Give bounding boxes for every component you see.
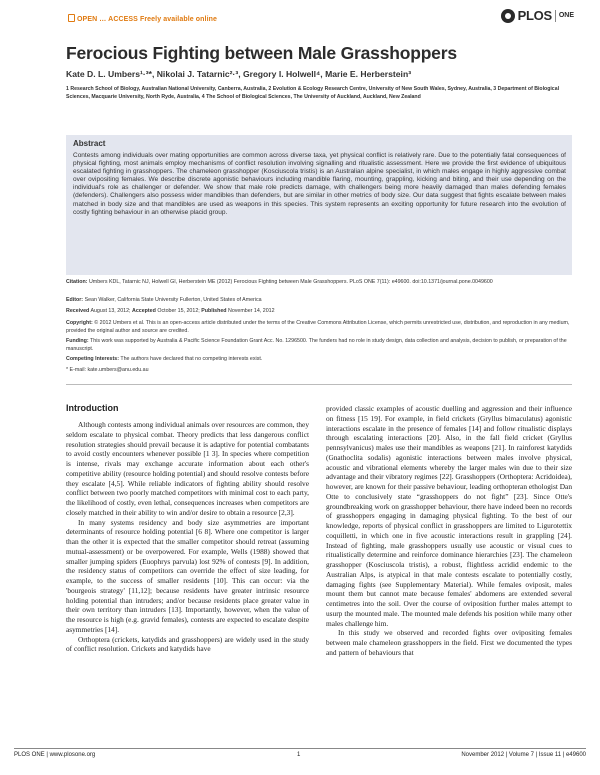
published-label: Published <box>201 308 227 314</box>
editor-block <box>66 297 572 305</box>
body-column-right <box>326 404 572 658</box>
plos-one-logo <box>501 8 574 23</box>
accepted-date: October 15, 2012; <box>157 308 200 314</box>
article-affiliations: 1 Research School of Biology, Australian National University, Canberra, Australia, 2 Evolution & Ecology Research Centre, University of New South Wales, Sydney, Australia, 3 Department of Biological Sciences, Macquarie University, North Ryde, Australia, 4 The School of Biological Sciences, The University of Auckland, Auckland, New Zealand <box>66 86 560 101</box>
competing-interests-text: The authors have declared that no competing interests exist. <box>120 356 263 362</box>
article-title: Ferocious Fighting between Male Grasshoppers <box>66 43 457 63</box>
body-paragraph: Orthoptera (crickets, katydids and grasshoppers) are widely used in the study of conflict resolution. Crickets and katydids have <box>66 634 309 654</box>
received-label: Received <box>66 308 90 314</box>
citation-block <box>66 279 572 287</box>
introduction-heading: Introduction <box>66 403 119 413</box>
citation-label: Citation: <box>66 279 88 285</box>
open-access-lock-icon <box>68 14 75 22</box>
footer-page-number: 1 <box>297 752 301 758</box>
copyright-text: © 2012 Umbers et al. This is an open-access article distributed under the terms of the Creative Commons Attribution License, which permits unrestricted use, distribution, and reproduction in any medium, provided the original author and source are credited. <box>66 320 570 334</box>
journal-header <box>14 8 586 28</box>
email-block <box>66 367 572 375</box>
open-access-label: OPEN … ACCESS Freely available online <box>77 16 217 23</box>
plos-logo-word: PLOS <box>517 8 552 23</box>
editor-text: Sean Walker, California State University Fullerton, United States of America <box>84 297 262 303</box>
meta-divider <box>66 384 572 385</box>
footer-divider <box>14 748 586 749</box>
body-paragraph: provided classic examples of acoustic duelling and aggression and their influence on fitness [15 19]. For example, in field crickets (Gryllus bimaculatus) agonistic interactions escalate in the presence of females [14] and follow ritualistic displays through escalating interactions [20]. Also, in the fall field cricket (Gryllus pennsylvanicus) males use their mandibles as weapons [21]. In rainforest katydids (Gnathoclita sodalis) agonistic interactions between males involve physical, acoustic and vibrational elements whereby the larger males win due to their size advantage and their vibratory regimes [22]. Grasshoppers (Orthoptera: Acridoidea), however, are known for their passive behaviour, leading orthopteran ethologist Dan Otte to conclusively state “grasshoppers do not fight” [23]. Since Otte's groundbreaking work on grasshopper behaviour, there have indeed been no records of grasshoppers engaging in damaging physical fighting. To the best of our knowledge, reports of physical conflict in grasshoppers are limited to Ligurotettix coquilletti, in which one in five acoustic interactions result in grappling [24]. Instead of fighting, male grasshoppers usually use acoustic or visual cues to ritualistically determine and reinforce dominance hierarchies [23]. The chameleon grasshopper (Kosciuscola tristis), a robust, flightless acridid endemic to the Australian Alps, is atypical in that male contests escalate to potentially costly, damaging fights (see Supplementary Material). While females oviposit, males mount them but cannot mate because females' abdomens are extended several centimetres into the soil. Over the course of oviposition further males attempt to usurp the mounted male. The mounted male defends his position while many other males challenge him. <box>326 404 572 628</box>
competing-interests-label: Competing Interests: <box>66 356 119 362</box>
footer-issue: November 2012 | Volume 7 | Issue 11 | e49600 <box>461 752 586 758</box>
body-paragraph: Although contests among individual animals over resources are common, they seldom escalate to physical combat. Theory predicts that less dangerous conflict resolution strategies should prevail because it is adaptive for potential combatants to avoid costly encounters whenever possible [1 3]. In species where competition is intense, rivals may exchange accurate information about each other's competitive ability (resource holding potential) and should resolve contests before they escalate [4,5]. While reliable indicators of fighting ability should resolve conflict between two poorly matched competitors with minimal cost to each party, the likelihood of costly, even lethal, consequences increases when competitors are closely matched in their ability to win and/or desire to obtain a resource [2,3]. <box>66 420 309 517</box>
body-column-left <box>66 420 309 654</box>
editor-label: Editor: <box>66 297 84 303</box>
logo-divider <box>555 10 556 22</box>
abstract-box <box>66 135 572 275</box>
copyright-block <box>66 320 572 335</box>
body-paragraph: In this study we observed and recorded fights over ovipositing females between male chameleon grasshoppers in the field. First we documented the types and pattern of behaviours that <box>326 628 572 657</box>
article-authors: Kate D. L. Umbers¹·³*, Nikolai J. Tatarnic²·³, Gregory I. Holwell⁴, Marie E. Herberstein³ <box>66 69 412 79</box>
corresponding-email-link[interactable]: * E-mail: kate.umbers@anu.edu.au <box>66 367 149 373</box>
body-paragraph: In many systems residency and body size asymmetries are important determinants of resource holding potential [6 8]. Where one competitor is larger than the other it is expected that the smaller competitor should retreat (assuming mutual-assessment) or be overpowered. For example, Wells (1988) showed that smaller jumping spiders (Euophrys parvula) lost 92% of contests [9]. In addition, the residency status of competitors can override the effect of size leading, for example, to the success of smaller residents [10]. This can occur: via the 'bourgeois strategy' [11,12]; because residents have greater intrinsic resource holding potential than intruders; and/or because residents place greater value in their own territory than intruders [13]. Importantly, however, when the value of the resource is high (e.g. gravid females), contests are expected to escalate despite asymmetries [14]. <box>66 517 309 634</box>
footer-journal: PLOS ONE | www.plosone.org <box>14 752 96 758</box>
plos-logo-suffix: ONE <box>558 12 574 19</box>
abstract-text: Contests among individuals over mating opportunities are common across diverse taxa, yet physical conflict is relatively rare. Due to the potentially fatal consequences of physical fighting, most animals employ mechanisms of conflict resolution involving signalling and ritualistic assessment. Here we provide the first evidence of ubiquitous escalated fighting in grasshoppers. The chameleon grasshopper (Kosciuscola tristis) is an Australian alpine specialist, in which males engage in highly aggressive combat over ovipositing females. We describe discrete agonistic behaviours including mandible flaring, mounting, grappling, kicking and biting, and their use depending on the individual's role as challenger or defender. We show that male role predicts damage, with challengers being more heavily damaged than males defending females (defenders). Challengers also possess wider mandibles than defenders, but are similar in other metrics of body size. Our data suggest that fights escalate between males matched in body size and that mandibles are used as weapons in this species. This system represents an exciting opportunity for future research into the evolution of costly fighting behaviour in an otherwise placid group. <box>73 152 566 216</box>
dates-block <box>66 308 572 316</box>
funding-block <box>66 338 572 353</box>
published-date: November 14, 2012 <box>228 308 275 314</box>
copyright-label: Copyright: <box>66 320 93 326</box>
plos-logo-icon <box>501 9 515 23</box>
received-date: August 13, 2012; <box>90 308 131 314</box>
accepted-label: Accepted <box>132 308 156 314</box>
open-access-banner <box>68 14 217 23</box>
abstract-heading: Abstract <box>73 139 106 148</box>
funding-label: Funding: <box>66 338 89 344</box>
competing-interests-block <box>66 356 572 364</box>
funding-text: This work was supported by Australia & Pacific Science Foundation Grant Acc. No. 1296500. The funders had no role in study design, data collection and analysis, decision to publish, or preparation of the manuscript. <box>66 338 567 352</box>
citation-text: Umbers KDL, Tatarnic NJ, Holwell GI, Herberstein ME (2012) Ferocious Fighting between Male Grasshoppers. PLoS ONE 7(11): e49600. doi:10.1371/journal.pone.0049600 <box>88 279 493 285</box>
